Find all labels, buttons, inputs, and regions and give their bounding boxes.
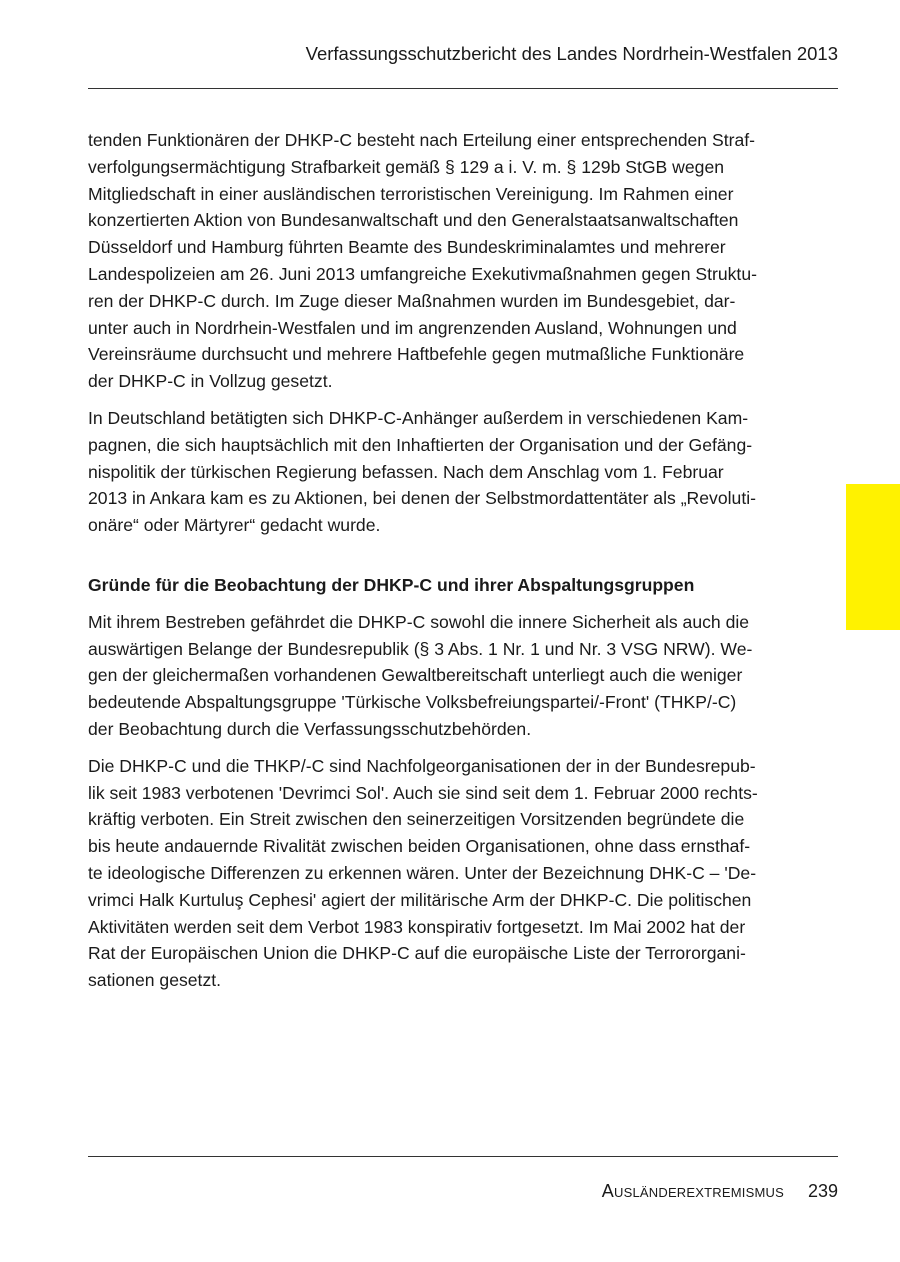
text-line: Mit ihrem Bestreben gefährdet die DHKP-C sowohl die innere Sicherheit als auch die <box>88 611 750 632</box>
text-line: pagnen, die sich hauptsächlich mit den Inhaftierten der Organisation und der Gefäng- <box>88 434 753 455</box>
page-body <box>88 127 798 994</box>
text-line: der Beobachtung durch die Verfassungsschutzbehörden. <box>88 718 532 739</box>
text-line: der DHKP-C in Vollzug gesetzt. <box>88 371 333 392</box>
text-line: bis heute andauernde Rivalität zwischen beiden Organisationen, ohne dass ernsthaf- <box>88 836 751 857</box>
text-line: Aktivitäten werden seit dem Verbot 1983 konspirativ fortgesetzt. Im Mai 2002 hat der <box>88 916 746 937</box>
text-line: te ideologische Differenzen zu erkennen wären. Unter der Bezeichnung DHK-C – 'De- <box>88 862 757 883</box>
paragraph-1 <box>88 127 798 395</box>
page-number: 239 <box>807 1181 838 1201</box>
text-line: tenden Funktionären der DHKP-C besteht nach Erteilung einer entsprechenden Straf- <box>88 130 755 150</box>
text-line: Vereinsräume durchsucht und mehrere Haftbefehle gegen mutmaßliche Funktionäre <box>88 344 745 365</box>
text-line: bedeutende Abspaltungsgruppe 'Türkische Volksbefreiungspartei/-Front' (THKP/-C) <box>88 692 737 713</box>
running-header-title: Verfassungsschutzbericht des Landes Nordrhein-Westfalen 2013 <box>305 43 838 64</box>
chapter-tab-marker <box>846 484 900 630</box>
text-line: ren der DHKP-C durch. Im Zuge dieser Maßnahmen wurden im Bundesgebiet, dar- <box>88 290 736 311</box>
header-rule <box>88 88 838 89</box>
text-line: In Deutschland betätigten sich DHKP-C-Anhänger außerdem in verschiedenen Kam- <box>88 407 749 428</box>
text-line: vrimci Halk Kurtuluş Cephesi' agiert der militärische Arm der DHKP-C. Die politischen <box>88 889 752 910</box>
text-line: Landespolizeien am 26. Juni 2013 umfangreiche Exekutivmaßnahmen gegen Struktu- <box>88 263 757 284</box>
text-line: sationen gesetzt. <box>88 970 222 991</box>
text-line: 2013 in Ankara kam es zu Aktionen, bei denen der Selbstmordattentäter als „Revoluti- <box>88 488 756 509</box>
text-line: nispolitik der türkischen Regierung befassen. Nach dem Anschlag vom 1. Februar <box>88 461 724 482</box>
text-line: lik seit 1983 verbotenen 'Devrimci Sol'. Auch sie sind seit dem 1. Februar 2000 rechts- <box>88 782 758 803</box>
text-line: verfolgungsermächtigung Strafbarkeit gemäß § 129 a i. V. m. § 129b StGB wegen <box>88 156 725 177</box>
text-line: kräftig verboten. Ein Streit zwischen den seinerzeitigen Vorsitzenden begründete die <box>88 809 745 830</box>
footer-rule <box>88 1156 838 1157</box>
footer-section-title: Ausländerextremismus <box>601 1181 784 1201</box>
paragraph-4 <box>88 753 798 994</box>
paragraph-2 <box>88 405 798 539</box>
text-line: Rat der Europäischen Union die DHKP-C auf die europäische Liste der Terrororgani- <box>88 943 746 964</box>
paragraph-3 <box>88 609 798 743</box>
text-line: Düsseldorf und Hamburg führten Beamte des Bundeskriminalamtes und mehrerer <box>88 237 726 258</box>
text-line: auswärtigen Belange der Bundesrepublik (§ 3 Abs. 1 Nr. 1 und Nr. 3 VSG NRW). We- <box>88 638 753 659</box>
text-line: onäre“ oder Märtyrer“ gedacht wurde. <box>88 515 381 536</box>
text-line: unter auch in Nordrhein-Westfalen und im angrenzenden Ausland, Wohnungen und <box>88 317 737 338</box>
text-line: Die DHKP-C und die THKP/-C sind Nachfolgeorganisationen der in der Bundesrepub- <box>88 755 756 776</box>
section-heading: Gründe für die Beobachtung der DHKP-C und ihrer Abspaltungsgruppen <box>88 574 695 595</box>
text-line: gen der gleichermaßen vorhandenen Gewaltbereitschaft unterliegt auch die weniger <box>88 665 743 686</box>
text-line: Mitgliedschaft in einer ausländischen terroristischen Vereinigung. Im Rahmen einer <box>88 183 734 204</box>
text-line: konzertierten Aktion von Bundesanwaltschaft und den Generalstaatsanwaltschaften <box>88 210 739 231</box>
page-footer <box>602 1178 838 1204</box>
